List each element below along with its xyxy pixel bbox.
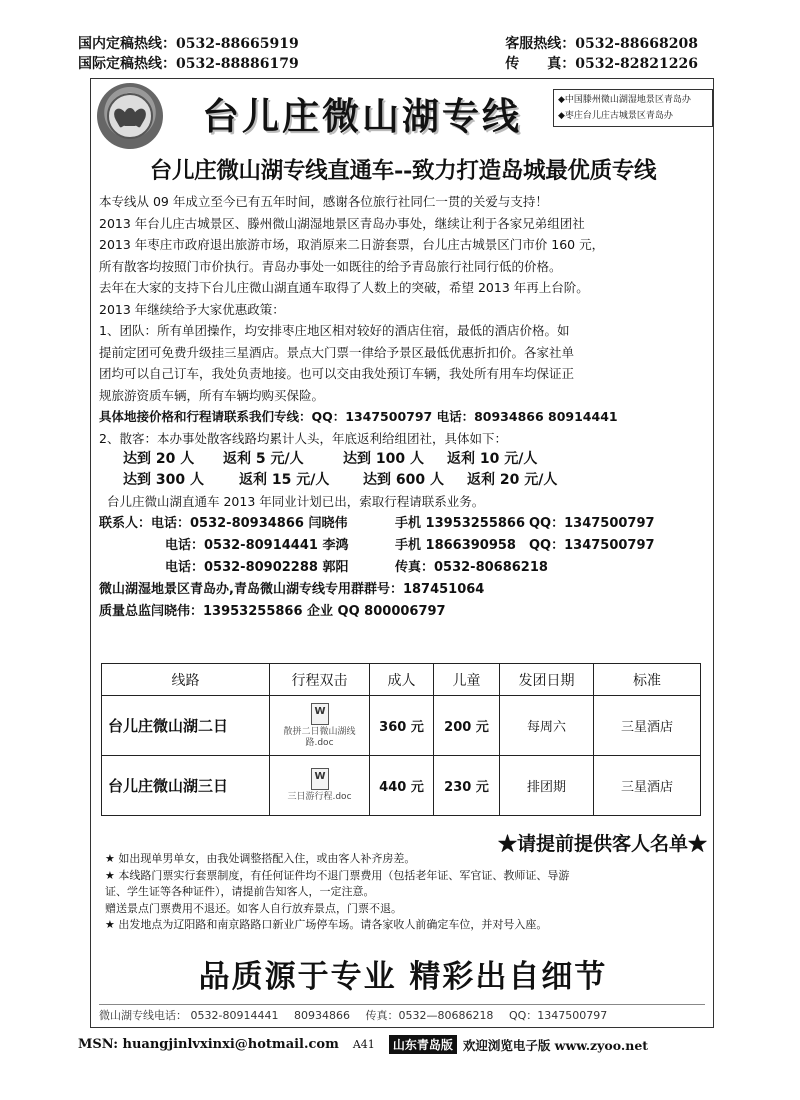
- brand-title: 台儿庄微山湖专线: [202, 94, 522, 138]
- contact-fax: 传真：0532-80686218: [395, 559, 548, 575]
- col-adult: 成人: [370, 664, 434, 696]
- footnote: ★ 出发地点为辽阳路和南京路路口新业广场停车场。请各家收人前确定车位，并对号入座。: [105, 918, 548, 931]
- contact-phone: 电话：0532-80914441 李鸿: [165, 537, 349, 553]
- intro-line: 2013 年台儿庄古城景区、滕州微山湖湿地景区青岛办事处，继续让利于各家兄弟组团社: [99, 215, 585, 231]
- footnotes: [105, 851, 703, 934]
- body-text: [99, 191, 707, 623]
- group-policy-line: 提前定团可免费升级挂三星酒店。景点大门票一律给予景区最低优惠折扣价。各家社单: [99, 344, 575, 360]
- rebate-threshold: 达到 300 人: [123, 472, 204, 488]
- col-route: 线路: [102, 664, 270, 696]
- page-footer: [78, 1035, 718, 1054]
- footer-fax: 传真：0532—80686218: [365, 1009, 494, 1022]
- word-document-icon[interactable]: [311, 703, 329, 725]
- office-note: ◆中国滕州微山湖湿地景区青岛办: [558, 95, 691, 105]
- service-hotline: 客服热线：0532-88668208: [505, 36, 698, 52]
- rebate-amount: 返利 15 元/人: [239, 472, 330, 488]
- contact-qq: QQ：1347500797: [529, 537, 655, 553]
- contact-mobile: 手机 13953255866: [395, 515, 526, 531]
- edition-badge: 山东青岛版: [389, 1035, 457, 1054]
- intro-line: 2013 年枣庄市政府退出旅游市场，取消原来二日游套票，台儿庄古城景区门市价 160 元，: [99, 237, 605, 252]
- walkin-policy: 2、散客：本办事处散客线路均累计人头，年底返利给组团社，具体如下：: [99, 430, 507, 446]
- ad-frame: [90, 78, 714, 1028]
- rebate-amount: 返利 10 元/人: [447, 451, 538, 467]
- route-name: 台儿庄微山湖二日: [102, 696, 270, 756]
- departure-date: 排团期: [500, 756, 594, 816]
- adult-price: 360 元: [370, 696, 434, 756]
- rebate-threshold: 达到 20 人: [123, 451, 195, 467]
- departure-date: 每周六: [500, 696, 594, 756]
- contact-list: [99, 513, 707, 623]
- page-number: A41: [352, 1038, 375, 1051]
- group-policy-line: 1、团队：所有单团操作，均安排枣庄地区相对较好的酒店住宿，最低的酒店价格。如: [99, 323, 570, 338]
- contact-mobile: 手机 1866390958: [395, 537, 516, 553]
- website-note: 欢迎浏览电子版 www.zyoo.net: [462, 1037, 649, 1053]
- footnote: 赠送景点门票费用不退还。如客人自行放弃景点，门票不退。: [105, 901, 402, 915]
- col-itinerary: 行程双击: [270, 664, 370, 696]
- supervisor: 质量总监闫晓伟：13953255866 企业 QQ 800006797: [99, 603, 446, 619]
- route-name: 台儿庄微山湖三日: [102, 756, 270, 816]
- adult-price: 440 元: [370, 756, 434, 816]
- plan-note: 台儿庄微山湖直通车 2013 年同业计划已出，索取行程请联系业务。: [107, 494, 485, 509]
- guest-list-reminder: ★请提前提供客人名单★: [497, 833, 707, 855]
- rebate-threshold: 达到 600 人: [363, 472, 444, 488]
- msn-contact: MSN: huangjinlvxinxi@hotmail.com: [78, 1037, 339, 1052]
- child-price: 200 元: [434, 696, 500, 756]
- table-header-row: [102, 664, 701, 696]
- headline: 台儿庄微山湖专线直通车--致力打造岛城最优质专线: [149, 158, 657, 184]
- contact-line: 具体地接价格和行程请联系我们专线：QQ：1347500797 电话：80934866 80914441: [99, 409, 618, 424]
- hotlines-header: [78, 34, 698, 74]
- footnote: ★ 如出现单男单女，由我处调整搭配入住，或由客人补齐房差。: [105, 852, 416, 865]
- col-standard: 标准: [594, 664, 701, 696]
- footer-phone-2: 80934866: [293, 1009, 350, 1022]
- child-price: 230 元: [434, 756, 500, 816]
- col-child: 儿童: [434, 664, 500, 696]
- itinerary-doc[interactable]: [270, 756, 370, 816]
- footer-contact-line: [99, 1004, 705, 1023]
- doc-filename[interactable]: 散拼二日微山湖线路.doc: [283, 726, 356, 748]
- intro-line: 去年在大家的支持下台儿庄微山湖直通车取得了人数上的突破，希望 2013 年再上台阶。: [99, 280, 589, 295]
- itinerary-doc[interactable]: [270, 696, 370, 756]
- contact-phone: 联系人：电话：0532-80934866 闫晓伟: [99, 515, 348, 531]
- footnote: 证、学生证等各种证件），请提前告知客人，一定注意。: [105, 885, 375, 898]
- footnote: ★ 本线路门票实行套票制度，有任何证件均不退门票费用（包括老年证、军官证、教师证、导游: [105, 868, 570, 882]
- group-policy-line: 团均可以自己订车，我处负责地接。也可以交由我处预订车辆，我处所有用车均保证正: [99, 366, 575, 381]
- rebate-amount: 返利 20 元/人: [467, 472, 558, 488]
- international-hotline: 国际定稿热线：0532-88886179: [78, 56, 299, 72]
- table-row: [102, 756, 701, 816]
- doc-filename[interactable]: 三日游行程.doc: [287, 792, 352, 802]
- route-table: [101, 663, 701, 816]
- hotel-standard: 三星酒店: [594, 756, 701, 816]
- group-policy-line: 规旅游资质车辆，所有车辆均购买保险。: [99, 387, 325, 403]
- office-notes: [553, 89, 713, 127]
- table-row: [102, 696, 701, 756]
- office-note: ◆枣庄台儿庄古城景区青岛办: [558, 111, 673, 121]
- lotus-logo-icon: [97, 83, 163, 149]
- col-date: 发团日期: [500, 664, 594, 696]
- footer-qq: QQ：1347500797: [508, 1009, 608, 1022]
- intro-line: 2013 年继续给予大家优惠政策：: [99, 301, 285, 317]
- domestic-hotline: 国内定稿热线：0532-88665919: [78, 36, 299, 52]
- intro-line: 本专线从 09 年成立至今已有五年时间，感谢各位旅行社同仁一贯的关爱与支持！: [99, 194, 548, 209]
- intro-line: 所有散客均按照门市价执行。青岛办事处一如既往的给予青岛旅行社同行低的价格。: [99, 258, 562, 274]
- rebate-amount: 返利 5 元/人: [223, 451, 304, 467]
- footer-phone: 微山湖专线电话： 0532-80914441: [99, 1009, 279, 1022]
- word-document-icon[interactable]: [311, 768, 329, 790]
- contact-qq: QQ：1347500797: [529, 515, 655, 531]
- fax-line: 传 真：0532-82821226: [505, 56, 698, 72]
- group-number: 微山湖湿地景区青岛办,青岛微山湖专线专用群群号：187451064: [99, 581, 485, 597]
- slogan: 品质源于专业 精彩出自细节: [198, 959, 608, 995]
- rebate-list: [99, 449, 707, 491]
- contact-phone: 电话：0532-80902288 郭阳: [165, 559, 349, 575]
- hotel-standard: 三星酒店: [594, 696, 701, 756]
- rebate-threshold: 达到 100 人: [343, 451, 424, 467]
